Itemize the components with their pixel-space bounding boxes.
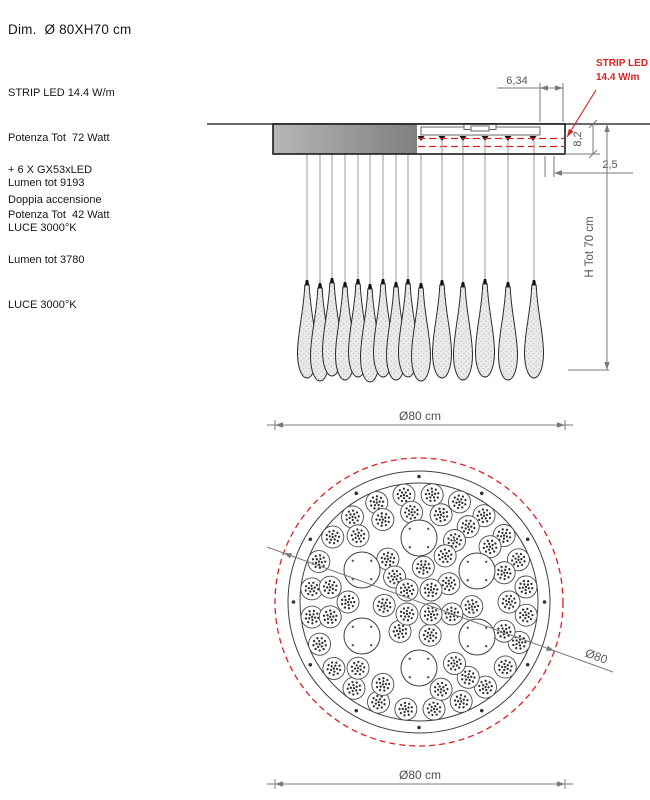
drawing-shape [522,609,524,611]
drawing-shape [427,528,429,530]
drawing-shape [352,644,354,646]
pendant-drops [298,278,544,382]
drawing-shape [459,553,495,589]
drawing-shape [459,619,495,655]
crystal-drop-top [443,652,466,675]
drawing-shape [524,611,526,613]
drawing-shape [467,627,469,629]
drawing-shape [401,650,437,686]
dim-arrow [275,781,283,786]
crystal-drop-top [307,631,332,656]
drawing-shape [344,552,380,588]
pendant-drop [412,288,431,381]
dim-arrow [557,422,565,427]
spec-line: Potenza Tot 42 Watt [8,209,110,221]
screw-dot [526,537,530,541]
spec-line: Lumen tot 3780 [8,254,85,266]
dim-h-total-label: H Tot 70 cm [584,216,596,278]
crystal-drop-top [492,653,519,680]
drawing-shape [409,676,411,678]
gx53-spot [459,553,495,589]
crystal-drop-top [390,694,421,725]
drawing-shape [485,579,487,581]
spec-line: STRIP LED 14.4 W/m [8,87,115,99]
pendant-drop [499,287,518,380]
drawing-shape [524,617,526,619]
drawing-shape [530,610,532,612]
drawing-shape [409,658,411,660]
gx53-spot [459,619,495,655]
dim-arrow [604,362,609,370]
spec-line: LUCE 3000°K [8,222,77,234]
drawing-shape [409,528,411,530]
dimension-6-34 [497,75,563,122]
drawing-shape [522,614,524,616]
dim-arrow [540,85,548,90]
drawing-shape [427,676,429,678]
drawing-shape [409,546,411,548]
crystal-drop-top [370,591,399,620]
drawing-shape [370,560,372,562]
dim-arrow [546,646,554,651]
drawing-shape [526,620,528,622]
drawing-shape [528,612,530,614]
mounting-clip-inner [471,126,489,131]
crystal-drop-top [318,523,347,552]
drawing-shape [427,546,429,548]
crystal-drop-top [416,599,447,630]
dim-arrow [604,124,609,132]
drawing-shape [467,645,469,647]
drawing-shape [485,561,487,563]
switching-note: Doppia accensione [8,194,102,206]
drawing-shape [528,616,530,618]
gx53-spot [344,552,380,588]
dim-arrow [275,422,283,427]
dimension-diameter-top [267,409,573,430]
drawing-shape [467,579,469,581]
drawing-shape [522,619,524,621]
crystal-drop-top [418,623,443,648]
drawing-shape [467,561,469,563]
dimension-diameter-bottom-label: Ø80 cm [398,768,442,782]
screw-dot [526,663,530,667]
dim-arrow [555,85,563,90]
spec-line: + 6 X GX53xLED [8,164,93,176]
dim-8-2-label: 8,2 [572,131,584,147]
drawing-shape [352,560,354,562]
dim-diagonal-label: Ø80 [583,645,610,667]
strip-led-callout [567,58,648,137]
screw-dot [480,709,484,713]
screw-dot [354,492,358,496]
gx53-spot [344,618,380,654]
gx53-spot [401,650,437,686]
screw-dot [417,726,421,730]
dimension-diameter-bottom [267,768,573,789]
gx53-spot [401,520,437,556]
dim-arrow [557,781,565,786]
side-view [207,58,650,382]
plan-view [267,409,613,789]
spec-line: LUCE 3000°K [8,299,77,311]
drawing-shape [401,520,437,556]
screw-dot [480,492,484,496]
drawing-shape [370,626,372,628]
drawing-shape [427,658,429,660]
drawing-shape [525,614,527,616]
pendant-drop [476,284,495,377]
drawing-shape [519,616,521,618]
drawing-shape [530,618,532,620]
drawing-shape [344,618,380,654]
strip-led-leader-line [567,90,596,137]
spec-line: Lumen tot 9193 [8,177,85,189]
strip-led-label: STRIP LED [596,58,649,69]
screw-dot [292,600,296,604]
pendant-drop [525,285,544,378]
drawing-shape [526,608,528,610]
dim-arrow [554,170,562,175]
screw-dot [309,537,313,541]
strip-led-wattage-label: 14.4 W/m [596,72,640,83]
crystal-drop-top [319,654,349,684]
dimension-2-5 [545,156,633,177]
drawing-shape [370,578,372,580]
dim-6-34-label: 6,34 [506,75,528,87]
crystal-drop-top [346,656,371,681]
screw-dot [417,475,421,479]
drawing-shape [352,626,354,628]
drawing-shape [485,645,487,647]
drawing-shape [519,612,521,614]
dimension-diameter-top-label: Ø80 cm [398,409,442,423]
screw-dot [354,709,358,713]
screw-dot [309,663,313,667]
pendant-drop [433,285,452,378]
dim-2-5-label: 2,5 [602,159,618,171]
drawing-title: Dim. Ø 80XH70 cm [8,22,132,37]
dim-arrow [284,553,292,558]
spec-line: Potenza Tot 72 Watt [8,132,110,144]
canopy-body [273,124,417,154]
drawing-shape [531,614,533,616]
screw-dot [543,600,547,604]
drawing-shape [370,644,372,646]
dimension-8-2 [565,120,600,158]
pendant-drop [454,287,473,380]
